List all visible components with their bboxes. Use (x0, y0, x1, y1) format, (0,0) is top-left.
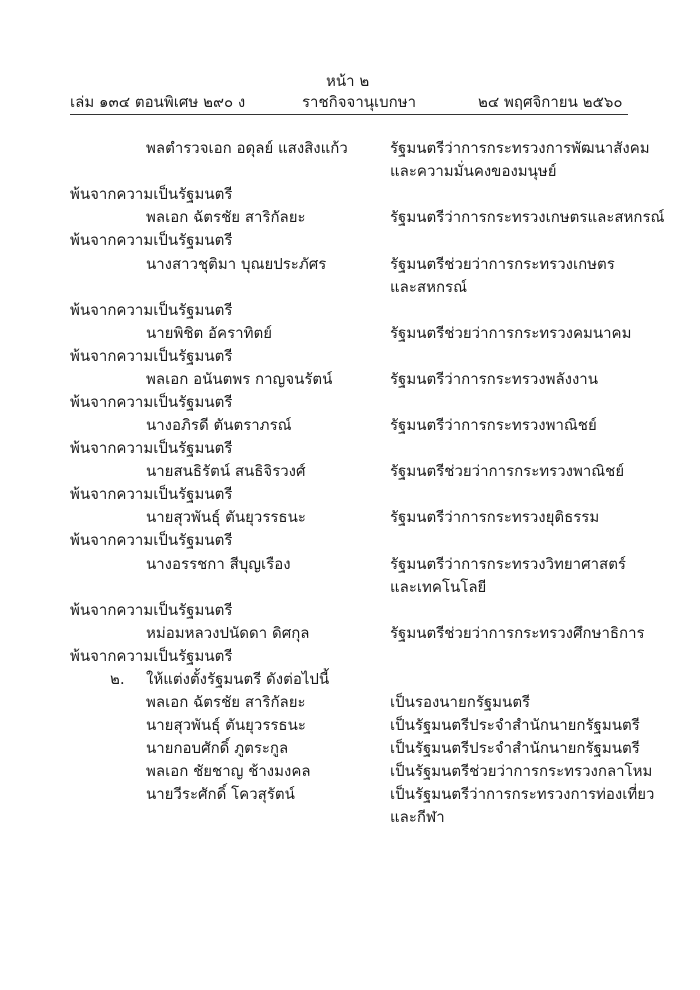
minister-name: หม่อมหลวงปนัดดา ดิศกุล (146, 624, 310, 642)
minister-name: นายสนธิรัตน์ สนธิจิรวงศ์ (146, 462, 306, 480)
removal-status: พ้นจากความเป็นรัฐมนตรี (70, 393, 233, 411)
minister-name: พลเอก อนันตพร กาญจนรัตน์ (146, 370, 333, 388)
minister-position: รัฐมนตรีช่วยว่าการกระทรวงคมนาคม (390, 324, 632, 342)
minister-position-cont: และความมั่นคงของมนุษย์ (390, 162, 557, 180)
minister-name: นายสุวพันธุ์ ตันยุวรรธนะ (146, 508, 306, 526)
volume-issue: เล่ม ๑๓๔ ตอนพิเศษ ๒๙๐ ง (70, 93, 246, 111)
appointee-name: นายวีระศักดิ์ โควสุรัตน์ (146, 785, 295, 803)
minister-position: รัฐมนตรีว่าการกระทรวงยุติธรรม (390, 508, 600, 526)
minister-position: รัฐมนตรีว่าการกระทรวงพลังงาน (390, 370, 598, 388)
appointee-position: เป็นรัฐมนตรีว่าการกระทรวงการท่องเที่ยว (390, 785, 655, 803)
appointee-name: พลเอก ฉัตรชัย สาริกัลยะ (146, 693, 306, 711)
minister-position: รัฐมนตรีว่าการกระทรวงพาณิชย์ (390, 416, 597, 434)
removal-status: พ้นจากความเป็นรัฐมนตรี (70, 531, 233, 549)
appointee-position: เป็นรองนายกรัฐมนตรี (390, 693, 531, 711)
appointee-name: นายกอบศักดิ์ ภูตระกูล (146, 739, 289, 757)
removal-status: พ้นจากความเป็นรัฐมนตรี (70, 301, 233, 319)
minister-name: นายพิชิต อัคราทิตย์ (146, 324, 272, 342)
minister-position: รัฐมนตรีช่วยว่าการกระทรวงพาณิชย์ (390, 462, 625, 480)
removal-status: พ้นจากความเป็นรัฐมนตรี (70, 347, 233, 365)
removal-status: พ้นจากความเป็นรัฐมนตรี (70, 601, 233, 619)
minister-position: รัฐมนตรีช่วยว่าการกระทรวงเกษตร (390, 255, 615, 273)
minister-position-cont: และสหกรณ์ (390, 278, 468, 296)
removal-status: พ้นจากความเป็นรัฐมนตรี (70, 439, 233, 457)
minister-position: รัฐมนตรีว่าการกระทรวงการพัฒนาสังคม (390, 139, 650, 157)
section-number: ๒. (110, 670, 125, 688)
appointee-position: เป็นรัฐมนตรีประจำสำนักนายกรัฐมนตรี (390, 739, 640, 757)
removal-status: พ้นจากความเป็นรัฐมนตรี (70, 485, 233, 503)
appointee-position: เป็นรัฐมนตรีช่วยว่าการกระทรวงกลาโหม (390, 762, 653, 780)
removal-status: พ้นจากความเป็นรัฐมนตรี (70, 231, 233, 249)
minister-name: พลเอก ฉัตรชัย สาริกัลยะ (146, 208, 306, 226)
minister-name: นางสาวชุติมา บุณยประภัศร (146, 255, 327, 273)
header-rule (70, 114, 628, 115)
publication-date: ๒๔ พฤศจิกายน ๒๕๖๐ (478, 93, 623, 111)
appointee-name: พลเอก ชัยชาญ ช้างมงคล (146, 762, 311, 780)
appointee-position-cont: และกีฬา (390, 808, 445, 826)
publication-title: ราชกิจจานุเบกษา (302, 93, 417, 111)
minister-name: นางอรรชกา สีบุญเรือง (146, 555, 291, 573)
appointee-name: นายสุวพันธุ์ ตันยุวรรธนะ (146, 716, 306, 734)
removal-status: พ้นจากความเป็นรัฐมนตรี (70, 647, 233, 665)
section-heading: ให้แต่งตั้งรัฐมนตรี ดังต่อไปนี้ (146, 670, 330, 688)
appointee-position: เป็นรัฐมนตรีประจำสำนักนายกรัฐมนตรี (390, 716, 640, 734)
minister-name: นางอภิรดี ตันตราภรณ์ (146, 416, 292, 434)
minister-position-cont: และเทคโนโลยี (390, 578, 487, 596)
minister-position: รัฐมนตรีช่วยว่าการกระทรวงศึกษาธิการ (390, 624, 645, 642)
minister-position: รัฐมนตรีว่าการกระทรวงวิทยาศาสตร์ (390, 555, 626, 573)
minister-position: รัฐมนตรีว่าการกระทรวงเกษตรและสหกรณ์ (390, 208, 665, 226)
page-number: หน้า ๒ (326, 72, 370, 90)
minister-name: พลตำรวจเอก อดุลย์ แสงสิงแก้ว (146, 139, 348, 157)
removal-status: พ้นจากความเป็นรัฐมนตรี (70, 185, 233, 203)
